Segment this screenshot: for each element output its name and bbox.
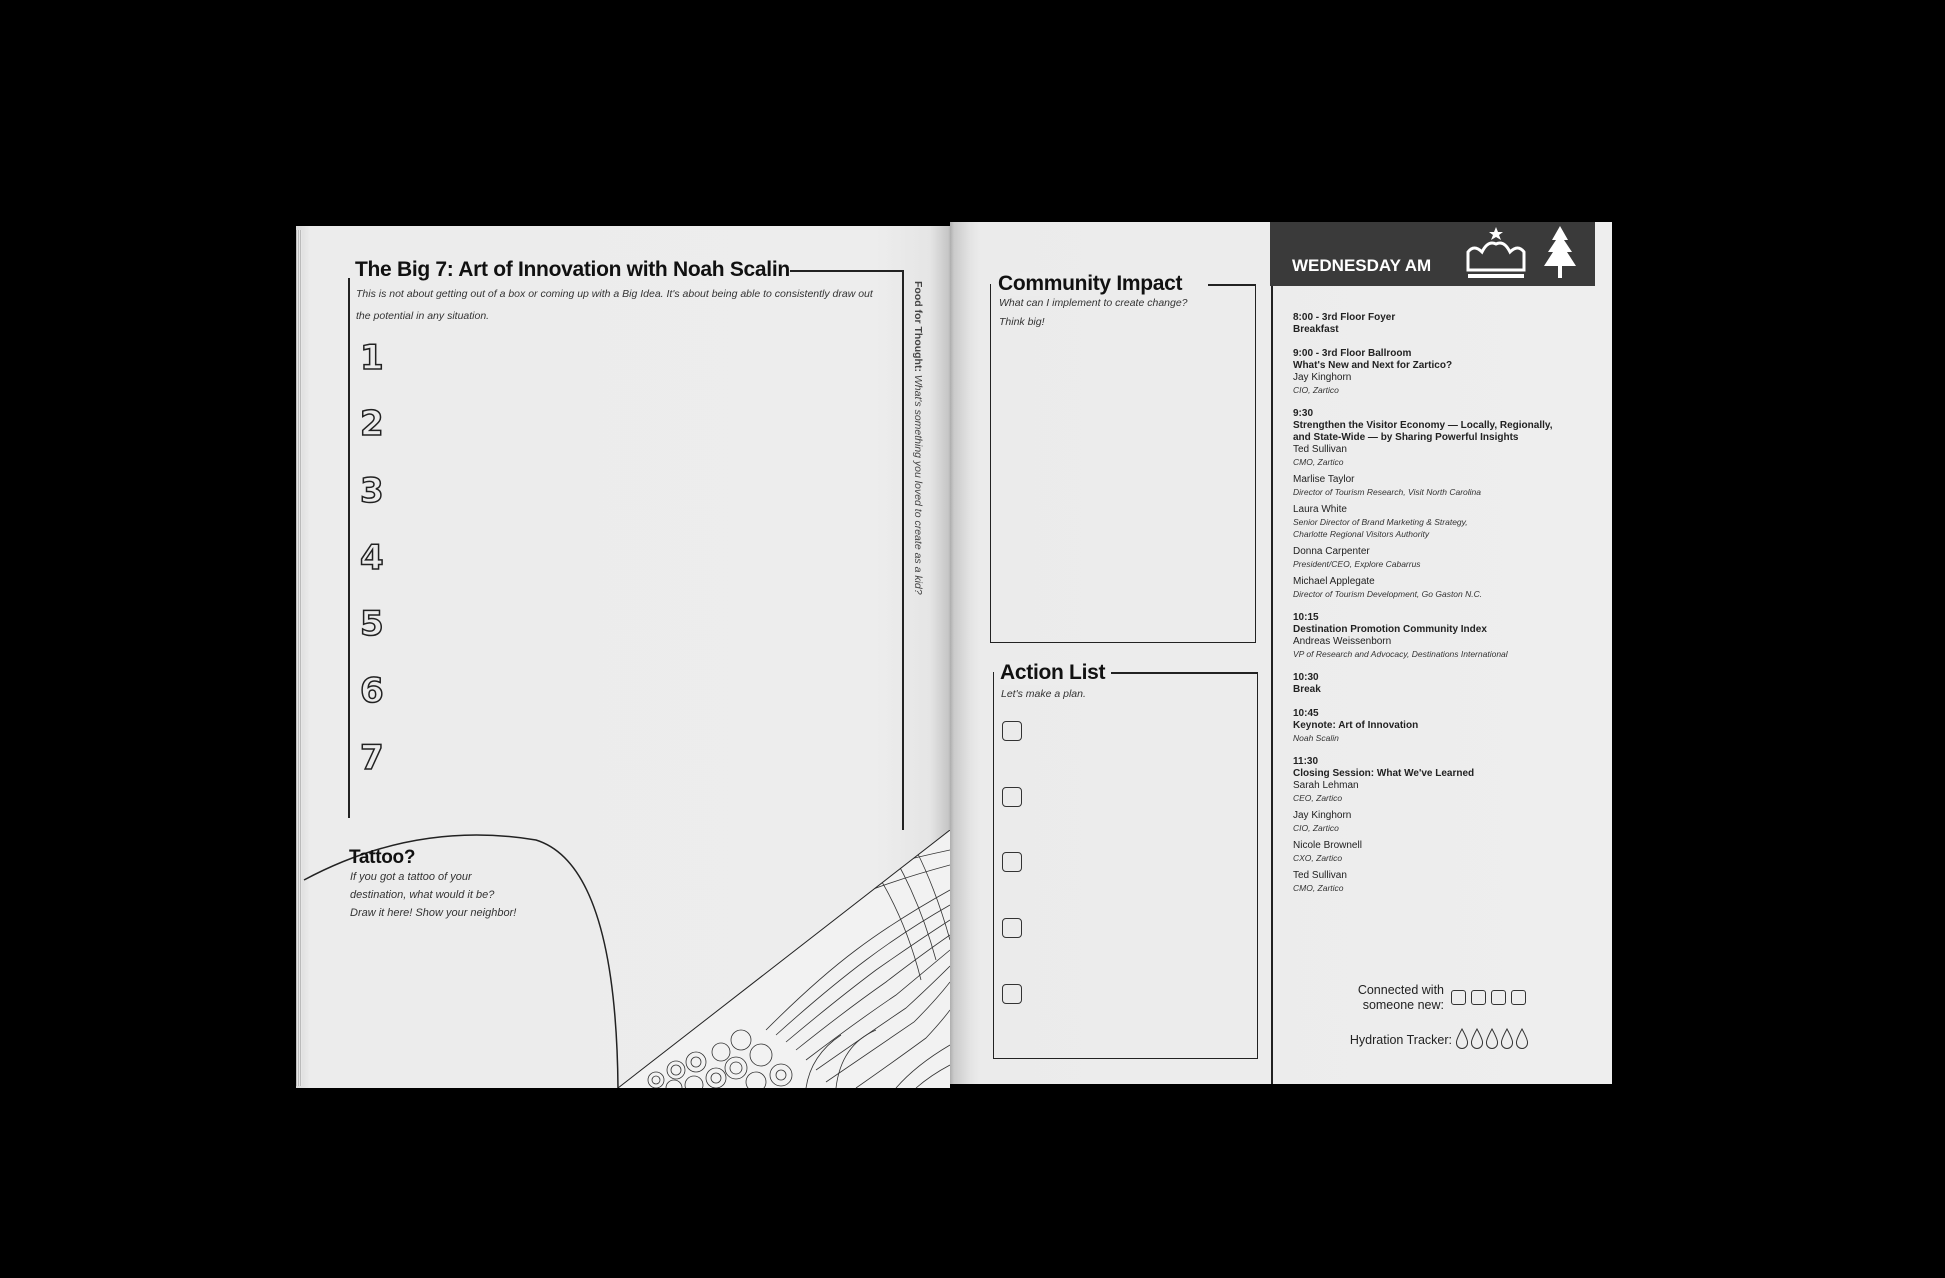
schedule-entry bbox=[1293, 864, 1593, 894]
big7-title: The Big 7: Art of Innovation with Noah Scalin bbox=[355, 258, 790, 281]
schedule-person: Marlise Taylor bbox=[1293, 474, 1355, 485]
schedule-role: CIO, Zartico bbox=[1293, 823, 1339, 833]
water-drop-icon[interactable] bbox=[1470, 1028, 1484, 1050]
schedule-person: Andreas Weissenborn bbox=[1293, 636, 1392, 647]
action-checkbox-4[interactable] bbox=[1002, 918, 1022, 938]
tattoo-prompt-line-3: Draw it here! Show your neighbor! bbox=[350, 907, 517, 919]
schedule-title: Closing Session: What We've Learned bbox=[1293, 768, 1475, 779]
big7-number-3: 3 bbox=[360, 471, 384, 511]
tattoo-prompt bbox=[350, 868, 516, 922]
schedule-entry bbox=[1293, 708, 1593, 744]
schedule-person: Jay Kinghorn bbox=[1293, 810, 1352, 821]
water-drop-icon[interactable] bbox=[1485, 1028, 1499, 1050]
schedule-entry bbox=[1293, 348, 1593, 396]
schedule-title: Strengthen the Visitor Economy — Locally, Regionally, bbox=[1293, 420, 1553, 431]
schedule-time: 9:30 bbox=[1293, 408, 1314, 419]
schedule-title: Break bbox=[1293, 684, 1321, 695]
big7-number-6: 6 bbox=[360, 671, 384, 711]
schedule-time: 8:00 - 3rd Floor Foyer bbox=[1293, 312, 1396, 323]
schedule-role: Charlotte Regional Visitors Authority bbox=[1293, 529, 1430, 539]
schedule-title: What's New and Next for Zartico? bbox=[1293, 360, 1453, 371]
schedule-person: Ted Sullivan bbox=[1293, 444, 1347, 455]
community-impact-prompt-line-2: Think big! bbox=[999, 316, 1045, 328]
community-impact-prompt-line-1: What can I implement to create change? bbox=[999, 297, 1188, 309]
connected-tracker-boxes bbox=[1451, 990, 1531, 1010]
hydration-tracker-drops bbox=[1455, 1028, 1530, 1055]
action-list-box bbox=[993, 672, 1258, 1059]
schedule-person: Nicole Brownell bbox=[1293, 840, 1362, 851]
schedule-role: Senior Director of Brand Marketing & Strategy, bbox=[1293, 517, 1468, 527]
community-impact-prompt bbox=[999, 294, 1188, 332]
big7-title-rule bbox=[790, 270, 903, 272]
schedule-time: 11:30 bbox=[1293, 756, 1319, 767]
community-impact-box bbox=[990, 284, 1256, 643]
schedule-person: Donna Carpenter bbox=[1293, 546, 1370, 557]
schedule-time: 10:30 bbox=[1293, 672, 1319, 683]
schedule-role: CEO, Zartico bbox=[1293, 793, 1343, 803]
big7-subtitle bbox=[356, 283, 896, 327]
schedule-entry bbox=[1293, 804, 1593, 834]
tattoo-prompt-line-2: destination, what would it be? bbox=[350, 889, 495, 901]
schedule-role: VP of Research and Advocacy, Destinations International bbox=[1293, 649, 1508, 659]
schedule-entry bbox=[1293, 672, 1593, 696]
schedule-title: Breakfast bbox=[1293, 324, 1339, 335]
schedule-entry bbox=[1293, 540, 1593, 570]
food-for-thought-label: Food for Thought: bbox=[912, 281, 924, 372]
pine-tree-icon bbox=[1540, 224, 1580, 282]
schedule-role: President/CEO, Explore Cabarrus bbox=[1293, 559, 1421, 569]
action-list-title: Action List bbox=[1000, 661, 1111, 685]
schedule-title: Destination Promotion Community Index bbox=[1293, 624, 1487, 635]
schedule-role: Director of Tourism Research, Visit North Carolina bbox=[1293, 487, 1482, 497]
connected-checkbox[interactable] bbox=[1471, 990, 1486, 1005]
water-drop-icon[interactable] bbox=[1500, 1028, 1514, 1050]
connected-checkbox[interactable] bbox=[1451, 990, 1466, 1005]
tattoo-prompt-line-1: If you got a tattoo of your bbox=[350, 871, 472, 883]
water-drop-icon[interactable] bbox=[1455, 1028, 1469, 1050]
action-checkbox-3[interactable] bbox=[1002, 852, 1022, 872]
big7-number-5: 5 bbox=[360, 604, 384, 644]
big7-number-1: 1 bbox=[360, 338, 384, 378]
connected-checkbox[interactable] bbox=[1491, 990, 1506, 1005]
schedule-person: Laura White bbox=[1293, 504, 1347, 515]
schedule-title: and State-Wide — by Sharing Powerful Insights bbox=[1293, 432, 1519, 443]
water-drop-icon[interactable] bbox=[1515, 1028, 1529, 1050]
schedule-banner bbox=[1270, 222, 1595, 286]
big7-right-rule bbox=[902, 270, 904, 830]
schedule-banner-title: WEDNESDAY AM bbox=[1292, 256, 1432, 275]
action-checkbox-5[interactable] bbox=[1002, 984, 1022, 1004]
schedule-list bbox=[1293, 300, 1593, 894]
community-impact-title-rule bbox=[1208, 284, 1256, 286]
crown-icon bbox=[1464, 226, 1528, 282]
schedule-entry bbox=[1293, 612, 1593, 660]
action-list-subtitle: Let's make a plan. bbox=[1001, 688, 1086, 700]
schedule-entry bbox=[1293, 312, 1593, 336]
schedule-role: Director of Tourism Development, Go Gaston N.C. bbox=[1293, 589, 1483, 599]
schedule-divider bbox=[1271, 222, 1273, 1084]
big7-left-rule bbox=[348, 278, 350, 818]
community-impact-title: Community Impact bbox=[998, 272, 1188, 296]
schedule-time: 10:45 bbox=[1293, 708, 1319, 719]
schedule-entry bbox=[1293, 570, 1593, 600]
schedule-entry bbox=[1293, 468, 1593, 498]
food-for-thought-question: What's something you loved to create as a kid? bbox=[912, 374, 924, 595]
connected-checkbox[interactable] bbox=[1511, 990, 1526, 1005]
schedule-entry bbox=[1293, 834, 1593, 864]
schedule-entry bbox=[1293, 756, 1593, 804]
schedule-role: CIO, Zartico bbox=[1293, 385, 1339, 395]
schedule-title: Keynote: Art of Innovation bbox=[1293, 720, 1419, 731]
hydration-tracker-label: Hydration Tracker: bbox=[1349, 1033, 1452, 1047]
action-list-title-rule bbox=[1110, 672, 1257, 674]
big7-subtitle-line-2: the potential in any situation. bbox=[356, 310, 490, 322]
connected-tracker-line-1: Connected with bbox=[1357, 983, 1444, 997]
big7-number-2: 2 bbox=[360, 404, 384, 444]
connected-tracker-line-2: someone new: bbox=[1362, 998, 1444, 1012]
big7-subtitle-line-1: This is not about getting out of a box or coming up with a Big Idea. It's about being able to consistently draw out bbox=[356, 288, 873, 300]
schedule-role: CXO, Zartico bbox=[1293, 853, 1343, 863]
big7-number-4: 4 bbox=[360, 538, 384, 578]
connected-tracker-label bbox=[1300, 983, 1444, 1013]
schedule-time: 10:15 bbox=[1293, 612, 1319, 623]
schedule-time: 9:00 - 3rd Floor Ballroom bbox=[1293, 348, 1412, 359]
schedule-person: Ted Sullivan bbox=[1293, 870, 1347, 881]
schedule-role: CMO, Zartico bbox=[1293, 883, 1344, 893]
tattoo-title: Tattoo? bbox=[349, 847, 416, 868]
schedule-person: Jay Kinghorn bbox=[1293, 372, 1352, 383]
schedule-entry bbox=[1293, 498, 1593, 540]
big7-number-7: 7 bbox=[360, 738, 384, 778]
action-checkbox-2[interactable] bbox=[1002, 787, 1022, 807]
schedule-person: Sarah Lehman bbox=[1293, 780, 1359, 791]
schedule-entry bbox=[1293, 408, 1593, 468]
food-for-thought bbox=[912, 281, 924, 881]
action-checkbox-1[interactable] bbox=[1002, 721, 1022, 741]
schedule-role: CMO, Zartico bbox=[1293, 457, 1344, 467]
schedule-person: Michael Applegate bbox=[1293, 576, 1375, 587]
schedule-role: Noah Scalin bbox=[1293, 733, 1339, 743]
